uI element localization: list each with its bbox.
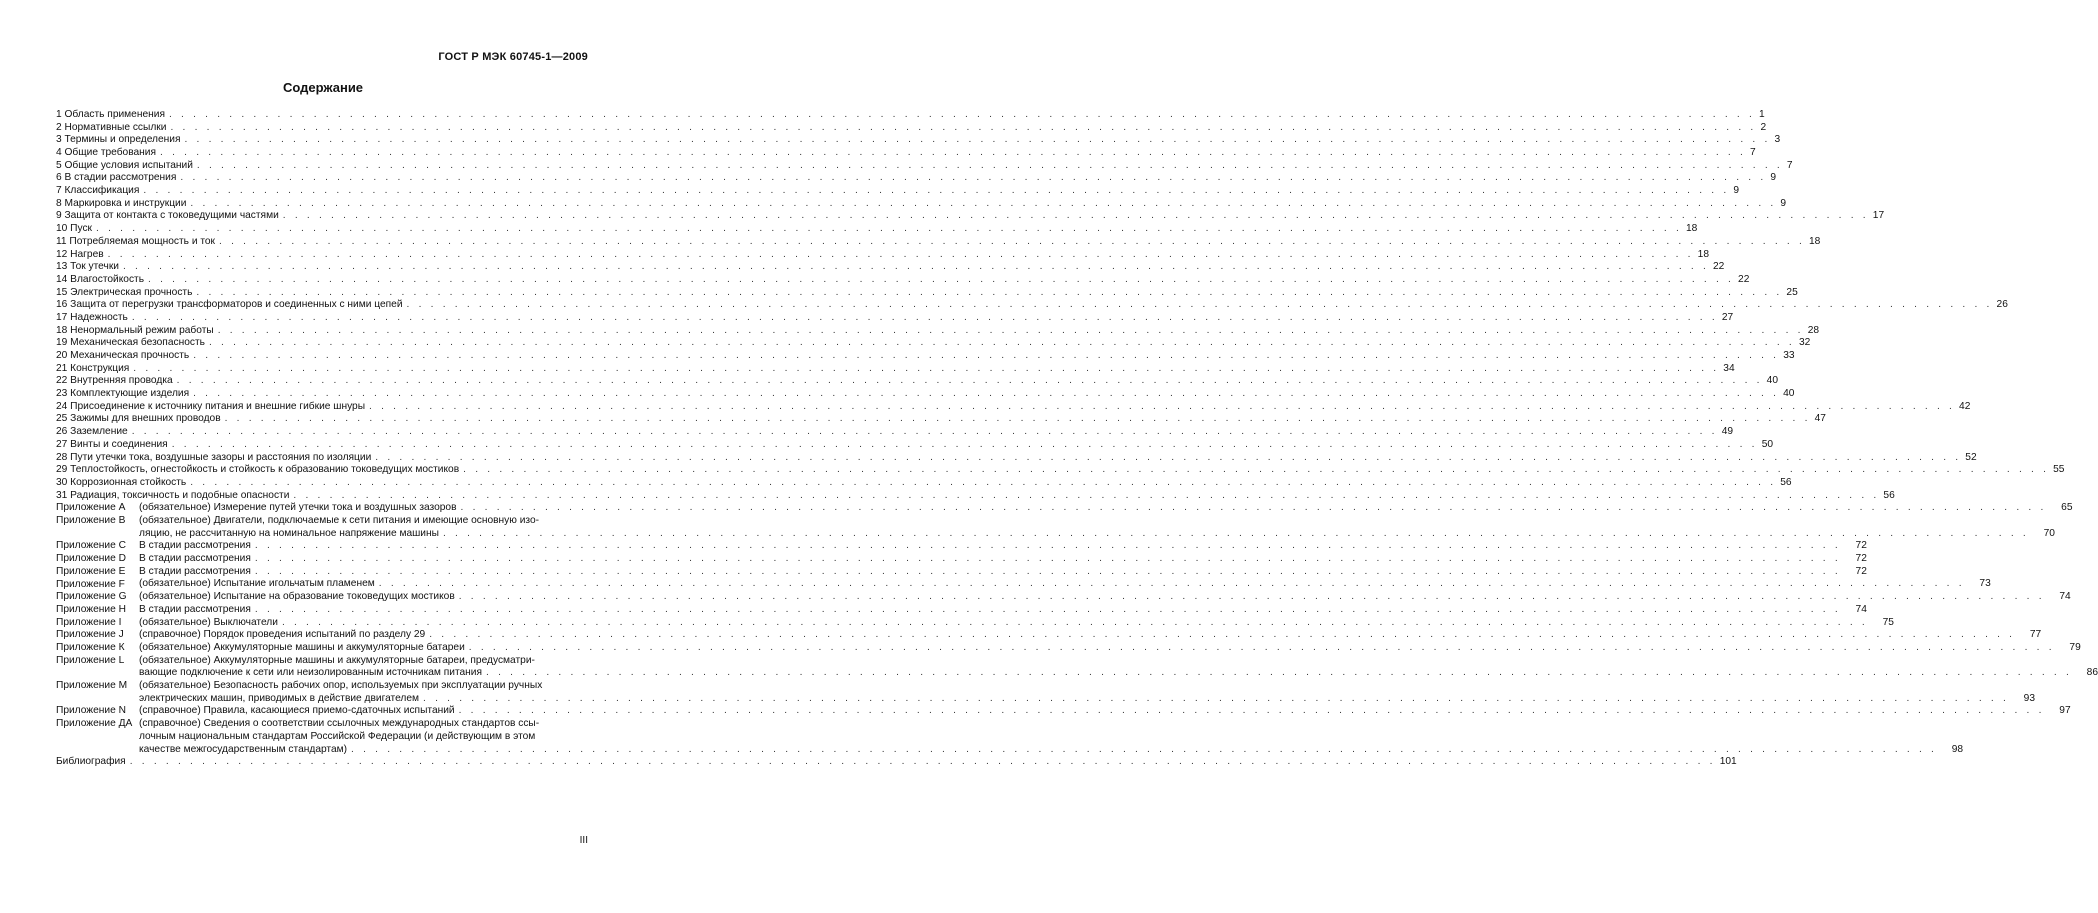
sections-list <box>56 108 2065 502</box>
leader-dots <box>375 452 1961 465</box>
toc-entry-text: 5 Общие условия испытаний <box>56 159 193 171</box>
page-number: III <box>579 835 588 846</box>
toc-entry-appendix[interactable] <box>56 629 2042 642</box>
leader-dots <box>170 122 1756 135</box>
toc-entry-section[interactable] <box>56 108 1765 122</box>
leader-dots <box>143 185 1729 198</box>
leader-dots <box>193 388 1779 401</box>
toc-entry-text: 10 Пуск <box>56 223 93 235</box>
toc-entry-page: 93 <box>2023 692 2036 704</box>
toc-entry-section[interactable] <box>56 311 1734 325</box>
toc-entry-page: 47 <box>1814 413 1826 425</box>
appendix-title-last-line[interactable] <box>139 566 1867 579</box>
appendix-title-last-line[interactable] <box>139 667 2098 680</box>
leader-dots <box>486 667 2072 680</box>
appendix-title-last-line[interactable] <box>139 528 2055 541</box>
toc-entry-section[interactable] <box>56 159 1793 173</box>
appendix-body <box>139 566 1867 579</box>
toc-entry-text: ляцию, не рассчитанную на номинальное напряжение машины <box>139 527 439 539</box>
appendix-body <box>139 579 1991 592</box>
toc-entry-page: 97 <box>2059 705 2071 717</box>
page-title: Содержание <box>282 80 364 95</box>
toc-entry-page: 28 <box>1807 324 1820 336</box>
leader-dots <box>160 147 1746 160</box>
leader-dots <box>132 312 1718 325</box>
toc-entry-page: 56 <box>1780 476 1792 488</box>
toc-entry-section[interactable] <box>56 248 1709 262</box>
toc-entry-section[interactable] <box>56 286 1798 300</box>
toc-entry-text: качестве межгосударственным стандартам) <box>139 743 348 755</box>
toc-entry-page: 42 <box>1959 400 1971 412</box>
toc-entry-text: 11 Потребляемая мощность и ток <box>56 235 216 247</box>
toc-entry-appendix[interactable] <box>56 642 2081 655</box>
leader-dots <box>218 325 1804 338</box>
toc-entry-text: 30 Коррозионная стойкость <box>56 476 187 488</box>
appendix-title-last-line[interactable] <box>139 579 1991 592</box>
appendix-label: Приложение L <box>56 654 125 666</box>
leader-dots <box>169 109 1755 122</box>
toc-entry-page: 1 <box>1758 108 1765 120</box>
toc-entry-text: 3 Термины и определения <box>56 134 181 146</box>
leader-dots <box>177 375 1763 388</box>
toc-entry-page: 52 <box>1965 451 1977 463</box>
leader-dots <box>459 705 2045 718</box>
leader-dots <box>283 210 1869 223</box>
toc-entry-section[interactable] <box>56 489 1895 503</box>
toc-entry-page: 74 <box>2059 591 2071 603</box>
appendix-label: Приложение С <box>56 540 126 552</box>
toc-entry-page: 7 <box>1750 147 1756 159</box>
toc-entry-text: В стадии рассмотрения <box>139 565 251 577</box>
leader-dots <box>197 160 1783 173</box>
toc-entry-section[interactable] <box>56 324 1820 338</box>
toc-entry-text: 7 Классификация <box>56 185 140 197</box>
toc-entry-page: 34 <box>1723 362 1735 374</box>
leader-dots <box>190 477 1776 490</box>
appendix-body <box>139 553 1867 566</box>
toc-entry-text: В стадии рассмотрения <box>139 603 251 615</box>
appendix-title-line: (обязательное) Аккумуляторные машины и аккумуляторные батареи, предусматри- <box>139 654 535 666</box>
toc-entry-section[interactable] <box>56 147 1756 160</box>
leader-dots <box>190 198 1776 211</box>
toc-entry-text: Библиография <box>56 756 126 768</box>
appendix-title-last-line[interactable] <box>139 642 2081 655</box>
toc-entry-page: 17 <box>1872 210 1885 222</box>
toc-entry-page: 77 <box>2029 629 2042 641</box>
toc-entry-appendix[interactable] <box>56 591 2071 604</box>
toc-entry-page: 26 <box>1996 299 2008 311</box>
toc-entry-text: 23 Комплектующие изделия <box>56 388 190 400</box>
appendix-title-last-line[interactable] <box>139 540 1867 553</box>
leader-dots <box>443 528 2029 541</box>
toc-entry-section[interactable] <box>56 438 1774 452</box>
appendix-body <box>139 642 2081 655</box>
leader-dots <box>461 502 2047 515</box>
leader-dots <box>130 756 1716 769</box>
toc-entry-appendix[interactable] <box>56 705 2071 718</box>
appendix-title-last-line[interactable] <box>139 693 2035 706</box>
toc-entry-page: 65 <box>2061 502 2073 514</box>
leader-dots <box>172 439 1758 452</box>
leader-dots <box>196 287 1782 300</box>
toc-entry-text: 18 Ненормальный режим работы <box>56 324 214 336</box>
appendix-label: Приложение F <box>56 578 125 590</box>
toc-entry-text: 6 В стадии рассмотрения <box>56 172 177 184</box>
leader-dots <box>459 591 2045 604</box>
appendix-body <box>139 591 2071 604</box>
appendix-title-line: лочным национальным стандартам Российской Федерации (и действующим в этом <box>139 730 536 742</box>
leader-dots <box>407 299 1993 312</box>
appendix-body <box>139 540 1867 553</box>
toc-entry-page: 22 <box>1712 261 1725 273</box>
toc-entry-page: 101 <box>1719 756 1737 768</box>
toc-entry-page: 40 <box>1766 375 1779 387</box>
toc-entry-text: В стадии рассмотрения <box>139 540 251 552</box>
leader-dots <box>225 413 1811 426</box>
toc-entry-page: 50 <box>1761 438 1774 450</box>
toc-entry-page: 72 <box>1855 565 1867 577</box>
appendix-title-last-line[interactable] <box>139 705 2071 718</box>
toc-entry-page: 22 <box>1738 273 1750 285</box>
toc-entry-page: 7 <box>1786 159 1793 171</box>
toc-entry-appendix[interactable] <box>56 540 1867 553</box>
toc-entry-section[interactable] <box>56 451 1977 465</box>
leader-dots <box>133 363 1719 376</box>
toc-entry-page: 2 <box>1760 121 1767 133</box>
toc-entry-page: 70 <box>2043 527 2055 539</box>
document-header: ГОСТ Р МЭК 60745-1—2009 <box>438 51 588 63</box>
leader-dots <box>293 490 1879 503</box>
toc-entry-page: 75 <box>1882 616 1894 628</box>
toc-entry-section[interactable] <box>56 185 1740 198</box>
leader-dots <box>108 249 1694 262</box>
toc-entry-text: 28 Пути утечки тока, воздушные зазоры и расстояния по изоляции <box>56 451 372 463</box>
toc-entry-text: 26 Заземление <box>56 426 128 438</box>
toc-entry-section[interactable] <box>56 426 1734 439</box>
appendix-label: Приложение В <box>56 515 126 527</box>
toc-entry-page: 79 <box>2069 642 2081 653</box>
toc-entry-appendix[interactable] <box>56 654 2098 680</box>
toc-entry-page: 73 <box>1979 578 1991 590</box>
appendix-label: Приложение М <box>56 680 128 692</box>
toc-entry-page: 33 <box>1783 350 1795 362</box>
toc-entry-page: 72 <box>1855 553 1867 565</box>
leader-dots <box>148 274 1734 287</box>
toc-entry-text: 22 Внутренняя проводка <box>56 375 173 387</box>
toc-entry-page: 9 <box>1780 197 1787 209</box>
toc-entry-appendix[interactable] <box>56 502 2073 515</box>
toc-entry-text: 14 Влагостойкость <box>56 273 145 285</box>
toc-entry-text: 8 Маркировка и инструкции <box>56 197 187 209</box>
toc-entry-text: (справочное) Правила, касающиеся приемо-сдаточных испытаний <box>139 705 455 717</box>
toc-entry-text: 19 Механическая безопасность <box>56 337 205 349</box>
toc-entry-text: 20 Механическая прочность <box>56 350 190 362</box>
toc-entry-text: (обязательное) Аккумуляторные машины и аккумуляторные батареи <box>139 642 465 653</box>
leader-dots <box>180 172 1766 185</box>
toc-entry-section[interactable] <box>56 261 1725 274</box>
appendix-title-line: (обязательное) Двигатели, подключаемые к сети питания и имеющие основную изо- <box>139 515 540 527</box>
appendix-title-last-line[interactable] <box>139 744 1963 757</box>
appendix-label: Приложение N <box>56 705 126 717</box>
appendices-list <box>56 502 2098 756</box>
toc-entry-section[interactable] <box>56 362 1735 376</box>
toc-entry-text: В стадии рассмотрения <box>139 553 251 565</box>
leader-dots <box>379 578 1965 591</box>
toc-entry-section[interactable] <box>56 375 1779 388</box>
toc-entry-page: 56 <box>1883 489 1895 501</box>
appendix-label: Приложение G <box>56 591 127 603</box>
appendix-body <box>139 515 2055 540</box>
toc-entry-section[interactable] <box>56 273 1750 287</box>
toc-entry-text: (обязательное) Испытание на образование токоведущих мостиков <box>139 591 455 603</box>
toc-entry-appendix[interactable] <box>56 578 1991 592</box>
appendix-label: Приложение I <box>56 616 122 628</box>
leader-dots <box>369 401 1955 414</box>
leader-dots <box>469 642 2055 655</box>
toc-entry-text: 2 Нормативные ссылки <box>56 121 167 133</box>
leader-dots <box>429 629 2015 642</box>
toc-entry-text: 29 Теплостойкость, огнестойкость и стойкость к образованию токоведущих мостиков <box>56 464 460 476</box>
toc-entry-appendix[interactable] <box>56 680 2036 705</box>
leader-dots <box>132 426 1718 439</box>
appendix-title-last-line[interactable] <box>139 553 1867 566</box>
toc-entry-page: 9 <box>1770 172 1777 184</box>
leader-dots <box>255 566 1841 579</box>
toc-entry-text: 1 Область применения <box>56 108 165 120</box>
toc-entry-text: электрических машин, приводимых в действие двигателем <box>139 692 420 704</box>
toc-entry-text: вающие подключение к сети или неизолированным источникам питания <box>139 667 483 679</box>
appendix-title-line: (обязательное) Безопасность рабочих опор, используемых при эксплуатации ручных <box>139 680 543 692</box>
toc-entry-page: 86 <box>2086 667 2098 679</box>
toc-entry-page: 18 <box>1686 223 1698 235</box>
appendix-body <box>139 705 2071 718</box>
appendix-title-last-line[interactable] <box>139 502 2073 515</box>
toc-entry-page: 18 <box>1697 248 1709 260</box>
appendix-body <box>139 718 1963 756</box>
toc-entry-section[interactable] <box>56 172 1777 185</box>
toc-entry-appendix[interactable] <box>56 553 1867 566</box>
leader-dots <box>184 134 1770 147</box>
toc-entry-appendix[interactable] <box>56 565 1867 579</box>
toc-entry-appendix[interactable] <box>56 603 1867 617</box>
toc-entry-page: 98 <box>1951 743 1964 755</box>
leader-dots <box>219 236 1805 249</box>
toc-entry-page: 40 <box>1783 388 1795 400</box>
leader-dots <box>351 744 1937 757</box>
appendix-body <box>139 655 2098 680</box>
toc-entry-text: 21 Конструкция <box>56 362 130 374</box>
appendix-label: Приложение К <box>56 642 125 654</box>
appendix-body <box>139 502 2073 515</box>
toc-entry-section[interactable] <box>56 134 1781 147</box>
toc-entry-page: 72 <box>1855 540 1867 552</box>
toc-entry-section[interactable] <box>56 197 1787 211</box>
appendix-title-last-line[interactable] <box>139 629 2041 642</box>
appendix-body <box>139 629 2041 642</box>
appendix-label: Приложение Н <box>56 603 126 615</box>
leader-dots <box>209 337 1795 350</box>
toc-entry-text: 4 Общие требования <box>56 147 157 159</box>
toc-entry-page: 9 <box>1733 185 1740 197</box>
toc-entry-appendix[interactable] <box>56 616 1894 630</box>
toc-entry-page: 74 <box>1855 603 1867 615</box>
toc-entry-section[interactable] <box>56 337 1811 350</box>
appendix-body <box>139 604 1867 617</box>
toc-entry-appendix[interactable] <box>56 515 2055 540</box>
appendix-label: Приложение ДА <box>56 718 133 730</box>
toc-entry-bibliography[interactable] <box>56 756 1737 769</box>
toc-entry-section[interactable] <box>56 476 1792 490</box>
toc-entry-section[interactable] <box>56 210 1885 224</box>
toc-entry-text: 17 Надежность <box>56 311 128 323</box>
toc-entry-text: (обязательное) Измерение путей утечки тока и воздушных зазоров <box>139 502 457 514</box>
toc-entry-section[interactable] <box>56 223 1698 236</box>
appendix-title-last-line[interactable] <box>139 591 2071 604</box>
leader-dots <box>255 540 1841 553</box>
toc-entry-text: 9 Защита от контакта с токоведущими частями <box>56 210 279 222</box>
leader-dots <box>96 223 1682 236</box>
toc-entry-appendix[interactable] <box>56 718 1964 756</box>
toc-entry-section[interactable] <box>56 388 1795 401</box>
appendix-title-last-line[interactable] <box>139 604 1867 617</box>
leader-dots <box>255 553 1841 566</box>
toc-entry-page: 25 <box>1786 286 1798 298</box>
toc-entry-page: 32 <box>1798 337 1811 349</box>
appendix-label: Приложение J <box>56 629 124 641</box>
toc-entry-section[interactable] <box>56 299 2008 312</box>
leader-dots <box>423 693 2009 706</box>
leader-dots <box>193 350 1779 363</box>
toc-entry-page: 3 <box>1774 134 1781 146</box>
appendix-label: Приложение А <box>56 502 126 514</box>
appendix-body <box>139 617 1894 630</box>
toc-entry-text: 31 Радиация, токсичность и подобные опасности <box>56 489 290 501</box>
toc-entry-section[interactable] <box>56 464 2065 477</box>
toc-entry-section[interactable] <box>56 400 1971 414</box>
appendix-title-last-line[interactable] <box>139 617 1894 630</box>
toc-entry-section[interactable] <box>56 121 1767 135</box>
toc-entry-section[interactable] <box>56 350 1795 363</box>
table-of-contents <box>56 108 2098 769</box>
toc-entry-text: 12 Нагрев <box>56 248 104 260</box>
toc-entry-text: (обязательное) Выключатели <box>139 616 278 628</box>
appendix-title-line: (справочное) Сведения о соответствии ссылочных международных стандартов ссы- <box>139 718 540 730</box>
toc-entry-text: (справочное) Порядок проведения испытаний по разделу 29 <box>139 629 426 641</box>
toc-entry-page: 18 <box>1809 235 1821 247</box>
toc-entry-text: 13 Ток утечки <box>56 261 119 273</box>
toc-entry-text: 25 Зажимы для внешних проводов <box>56 413 221 425</box>
toc-entry-section[interactable] <box>56 413 1826 427</box>
toc-entry-page: 27 <box>1721 311 1734 323</box>
appendix-label: Приложение Е <box>56 565 126 577</box>
toc-entry-text: 27 Винты и соединения <box>56 438 168 450</box>
leader-dots <box>123 261 1709 274</box>
appendix-label: Приложение D <box>56 553 126 565</box>
leader-dots <box>282 617 1868 630</box>
toc-entry-text: 16 Защита от перегрузки трансформаторов и соединенных с ними цепей <box>56 299 403 311</box>
appendix-body <box>139 680 2035 705</box>
toc-entry-page: 49 <box>1721 426 1734 438</box>
leader-dots <box>463 464 2049 477</box>
toc-entry-text: (обязательное) Испытание игольчатым пламенем <box>139 578 375 590</box>
toc-entry-text: 15 Электрическая прочность <box>56 286 193 298</box>
toc-entry-text: 24 Присоединение к источнику питания и внешние гибкие шнуры <box>56 400 366 412</box>
toc-entry-section[interactable] <box>56 235 1821 249</box>
toc-entry-page: 55 <box>2053 464 2065 476</box>
leader-dots <box>255 604 1841 617</box>
